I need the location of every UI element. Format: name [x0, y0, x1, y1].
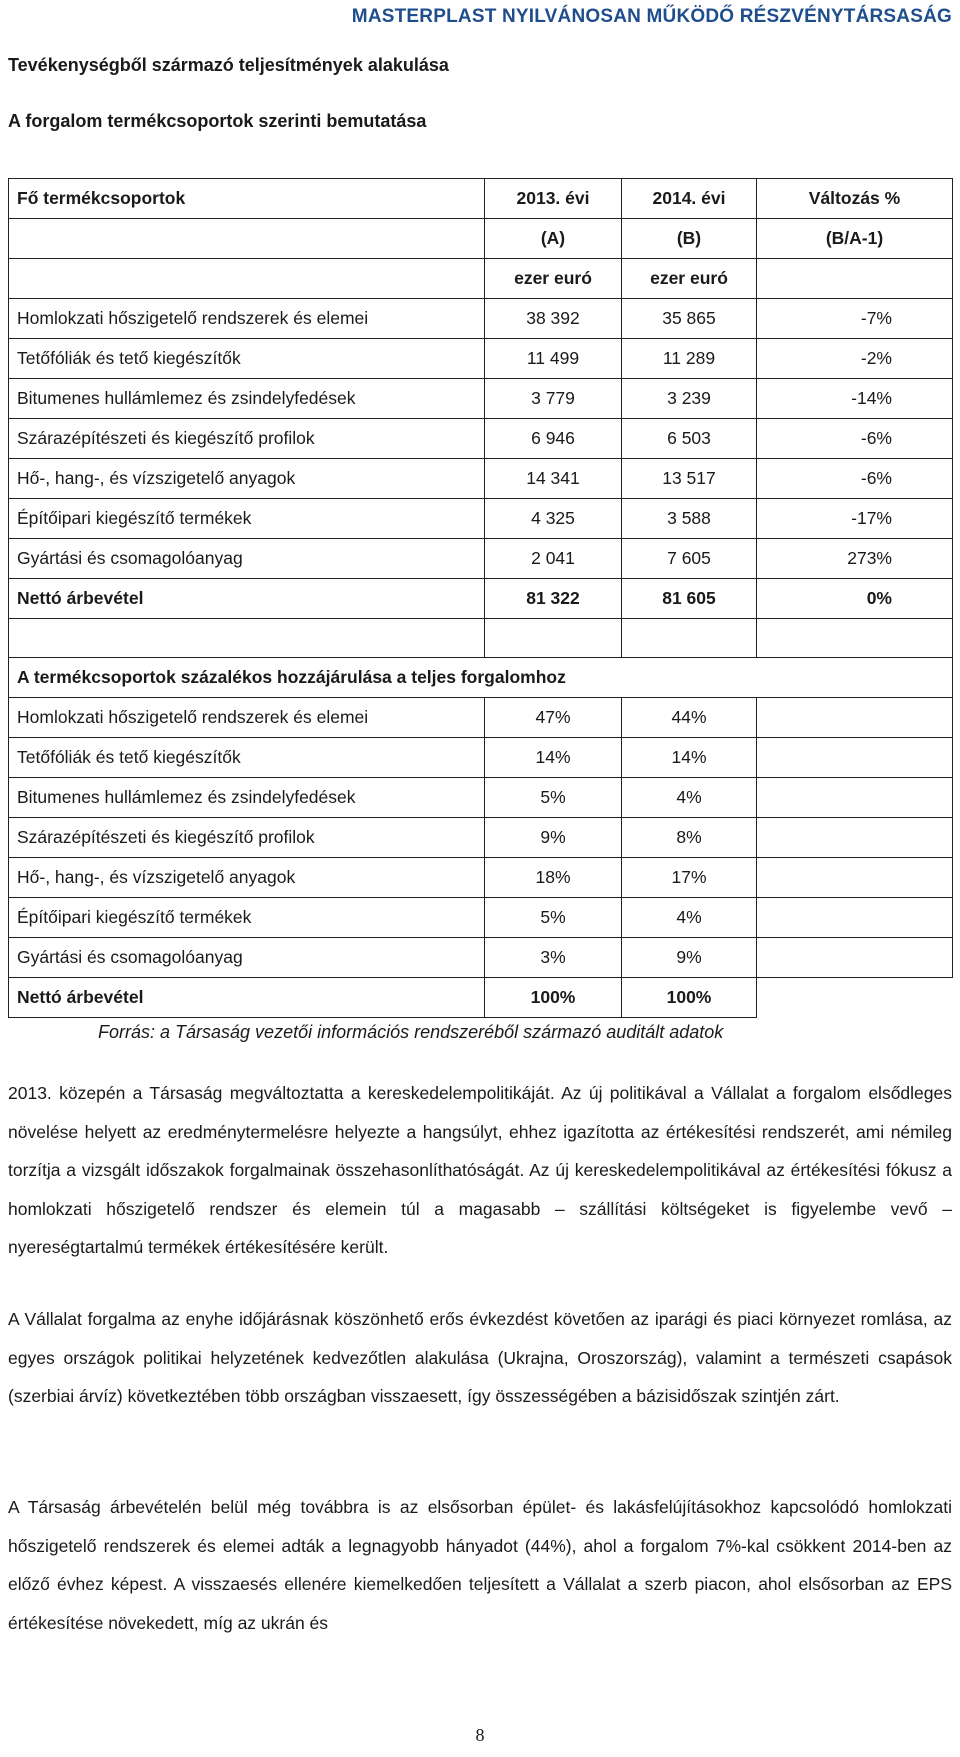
share-row-2013: 5% — [485, 778, 622, 818]
empty-cell — [9, 259, 485, 299]
row-change: -6% — [757, 459, 953, 499]
row-value-2014: 3 239 — [622, 379, 757, 419]
empty-cell — [757, 259, 953, 299]
header-cell-2013: 2013. évi — [485, 179, 622, 219]
revenue-table — [8, 178, 953, 1018]
share-row-label: Gyártási és csomagolóanyag — [9, 938, 485, 978]
paragraph-1: 2013. közepén a Társaság megváltoztatta a kereskedelempolitikáját. Az új politikával a Vállalat a forgalom elsődleges növelése helyett az eredménytermelésre helyezte a hangsúlyt, ehhez igazította az értékesítési rendszerét, ami némileg torzítja a vizsgált időszakok forgalmainak összehasonlíthatóságát. Az új kereskedelempolitikával az értékesítési fókusz a homlokzati hőszigetelő rendszer és elemein túl a magasabb – szállítási költségeket is figyelembe vevő – nyereségtartalmú termékek értékesítésére került. — [8, 1083, 952, 1257]
empty-cell — [9, 219, 485, 259]
share-total-2014: 100% — [622, 978, 757, 1018]
share-row — [9, 858, 953, 898]
company-header: MASTERPLAST NYILVÁNOSAN MŰKÖDŐ RÉSZVÉNYTÁRSASÁG — [351, 6, 952, 27]
share-row-label: Építőipari kiegészítő termékek — [9, 898, 485, 938]
row-change: 273% — [757, 539, 953, 579]
paragraph-2: A Vállalat forgalma az enyhe időjárásnak köszönhető erős évkezdést követően az iparági és piaci környezet romlása, az egyes országok politikai helyzetének kedvezőtlen alakulása (Ukrajna, Oroszország), valamint a természeti csapások (szerbiai árvíz) következtében több országban visszaesett, így összességében a bázisidőszak szintjén zárt. — [8, 1309, 952, 1406]
spacer-row — [9, 619, 953, 658]
row-label: Bitumenes hullámlemez és zsindelyfedések — [9, 379, 485, 419]
share-total-label: Nettó árbevétel — [9, 978, 485, 1018]
empty-cell — [757, 938, 953, 978]
share-row-2013: 47% — [485, 698, 622, 738]
row-value-2013: 6 946 — [485, 419, 622, 459]
table-header-row — [9, 179, 953, 219]
subheader-cell-change: (B/A-1) — [757, 219, 953, 259]
share-row-label: Hő-, hang-, és vízszigetelő anyagok — [9, 858, 485, 898]
table-row — [9, 539, 953, 579]
total-change: 0% — [757, 579, 953, 619]
empty-cell — [9, 619, 485, 658]
table-unit-row — [9, 259, 953, 299]
share-row-2014: 17% — [622, 858, 757, 898]
empty-cell — [757, 898, 953, 938]
row-change: -2% — [757, 339, 953, 379]
row-label: Tetőfóliák és tető kiegészítők — [9, 339, 485, 379]
share-row-2013: 14% — [485, 738, 622, 778]
row-label: Homlokzati hőszigetelő rendszerek és elemei — [9, 299, 485, 339]
empty-cell — [757, 698, 953, 738]
table-row — [9, 419, 953, 459]
share-title-row — [9, 658, 953, 698]
share-row-label: Tetőfóliák és tető kiegészítők — [9, 738, 485, 778]
unit-cell-2014: ezer euró — [622, 259, 757, 299]
subheader-cell-2013: (A) — [485, 219, 622, 259]
share-row-label: Bitumenes hullámlemez és zsindelyfedések — [9, 778, 485, 818]
share-title: A termékcsoportok százalékos hozzájárulása a teljes forgalomhoz — [9, 658, 953, 698]
table-subheader-row — [9, 219, 953, 259]
table-row — [9, 299, 953, 339]
row-value-2014: 7 605 — [622, 539, 757, 579]
subheader-cell-2014: (B) — [622, 219, 757, 259]
share-row-2014: 9% — [622, 938, 757, 978]
header-cell-category: Fő termékcsoportok — [9, 179, 485, 219]
empty-cell — [757, 619, 953, 658]
share-row — [9, 738, 953, 778]
share-row-2014: 4% — [622, 898, 757, 938]
share-row — [9, 898, 953, 938]
share-row-2014: 44% — [622, 698, 757, 738]
row-label: Gyártási és csomagolóanyag — [9, 539, 485, 579]
row-change: -17% — [757, 499, 953, 539]
share-row-label: Szárazépítészeti és kiegészítő profilok — [9, 818, 485, 858]
row-value-2013: 3 779 — [485, 379, 622, 419]
row-label: Szárazépítészeti és kiegészítő profilok — [9, 419, 485, 459]
table-row — [9, 459, 953, 499]
empty-cell — [485, 619, 622, 658]
share-row-2013: 9% — [485, 818, 622, 858]
total-label: Nettó árbevétel — [9, 579, 485, 619]
share-row — [9, 698, 953, 738]
share-row-2014: 4% — [622, 778, 757, 818]
row-change: -7% — [757, 299, 953, 339]
share-row-2013: 5% — [485, 898, 622, 938]
row-change: -6% — [757, 419, 953, 459]
empty-cell — [757, 858, 953, 898]
share-row — [9, 778, 953, 818]
row-value-2013: 38 392 — [485, 299, 622, 339]
table-row — [9, 499, 953, 539]
share-row-2014: 8% — [622, 818, 757, 858]
total-row — [9, 579, 953, 619]
row-value-2013: 14 341 — [485, 459, 622, 499]
empty-cell — [757, 818, 953, 858]
table-row — [9, 379, 953, 419]
share-row — [9, 818, 953, 858]
row-value-2014: 13 517 — [622, 459, 757, 499]
share-row-2014: 14% — [622, 738, 757, 778]
unit-cell-2013: ezer euró — [485, 259, 622, 299]
share-row — [9, 938, 953, 978]
share-row-2013: 3% — [485, 938, 622, 978]
row-change: -14% — [757, 379, 953, 419]
row-value-2014: 6 503 — [622, 419, 757, 459]
row-value-2014: 3 588 — [622, 499, 757, 539]
row-value-2013: 11 499 — [485, 339, 622, 379]
total-2014: 81 605 — [622, 579, 757, 619]
page-number: 8 — [475, 1725, 485, 1745]
row-value-2014: 11 289 — [622, 339, 757, 379]
row-label: Hő-, hang-, és vízszigetelő anyagok — [9, 459, 485, 499]
table-row — [9, 339, 953, 379]
empty-cell — [622, 619, 757, 658]
source-note: Forrás: a Társaság vezetői információs rendszeréből származó auditált adatok — [98, 1022, 724, 1042]
row-value-2014: 35 865 — [622, 299, 757, 339]
row-label: Építőipari kiegészítő termékek — [9, 499, 485, 539]
share-total-2013: 100% — [485, 978, 622, 1018]
row-value-2013: 4 325 — [485, 499, 622, 539]
row-value-2013: 2 041 — [485, 539, 622, 579]
empty-cell — [757, 778, 953, 818]
share-row-label: Homlokzati hőszigetelő rendszerek és elemei — [9, 698, 485, 738]
empty-cell — [757, 978, 953, 1018]
empty-cell — [757, 738, 953, 778]
share-total-row — [9, 978, 953, 1018]
header-cell-change: Változás % — [757, 179, 953, 219]
subsection-heading: A forgalom termékcsoportok szerinti bemutatása — [8, 111, 427, 131]
header-cell-2014: 2014. évi — [622, 179, 757, 219]
share-row-2013: 18% — [485, 858, 622, 898]
paragraph-3: A Társaság árbevételén belül még továbbra is az elsősorban épület- és lakásfelújításokhoz kapcsolódó homlokzati hőszigetelő rendszerek és elemei adták a legnagyobb hányadot (44%), ahol a forgalom 7%-kal csökkent 2014-ben az előző évhez képest. A visszaesés ellenére kiemelkedően teljesített a Vállalat a szerb piacon, ahol elsősorban az EPS értékesítése növekedett, míg az ukrán és — [8, 1497, 952, 1633]
total-2013: 81 322 — [485, 579, 622, 619]
section-heading: Tevékenységből származó teljesítmények alakulása — [8, 55, 449, 75]
